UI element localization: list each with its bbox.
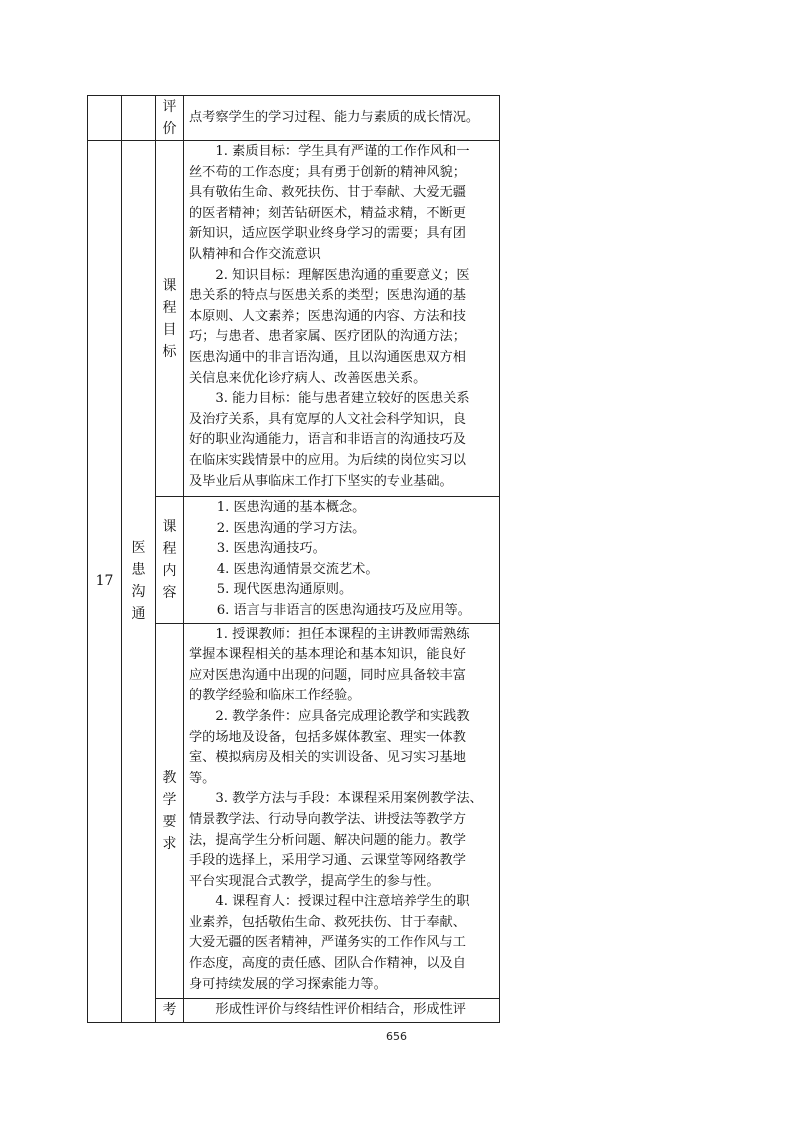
goals-line: 3. 能力目标：能与患者建立较好的医患关系 [215, 391, 470, 407]
requirements-line: 大爱无疆的医者精神，严谨务实的工作作风与工 [189, 935, 466, 951]
course-name-cell [122, 141, 156, 1023]
goals-line: 关信息来优化诊疗病人、改善医患关系。 [189, 370, 427, 386]
prev-course-eval-row [88, 96, 500, 141]
prev-eval-line: 点考察学生的学习过程、能力与素质的成长情况。 [189, 109, 480, 125]
assessment-line: 形成性评价与终结性评价相结合，形成性评 [215, 1001, 466, 1017]
goals-line: 本原则、人文素养；医患沟通的内容、方法和技 [189, 308, 466, 324]
requirements-line: 掌握本课程相关的基本理论和基本知识，能良好 [189, 647, 466, 663]
goals-line: 好的职业沟通能力，语言和非语言的沟通技巧及 [189, 432, 466, 448]
prev-number-cell [88, 96, 122, 141]
content-label: 课程内容 [162, 518, 177, 601]
goals-line: 巧；与患者、患者家属、医疗团队的沟通方法； [189, 329, 466, 345]
goals-line: 具有敬佑生命、救死扶伤、甘于奉献、大爱无疆 [189, 185, 466, 201]
course-name: 医患沟通 [131, 540, 146, 623]
requirements-content [184, 623, 500, 998]
content-label-cell [156, 497, 184, 624]
course-table [87, 95, 500, 1023]
goals-line: 1. 素质目标：学生具有严谨的工作作风和一 [215, 144, 470, 159]
requirements-line: 应对医患沟通中出现的问题，同时应具备较丰富 [189, 667, 466, 683]
goals-line: 新知识，适应医学职业终身学习的需要；具有团 [189, 226, 466, 242]
prev-eval-label: 评价 [162, 99, 177, 137]
goals-line: 及毕业后从事临床工作打下坚实的专业基础。 [189, 473, 453, 489]
requirements-line: 3. 教学方法与手段：本课程采用案例教学法、 [215, 791, 483, 807]
requirements-line: 身可持续发展的学习探索能力等。 [189, 976, 387, 992]
requirements-line: 作态度，高度的责任感、团队合作精神，以及自 [189, 956, 466, 972]
content-item: 1. 医患沟通的基本概念。 [216, 500, 366, 515]
requirements-line: 等。 [189, 770, 216, 786]
content-item: 2. 医患沟通的学习方法。 [216, 520, 366, 536]
goals-line: 患关系的特点与医患关系的类型；医患沟通的基 [189, 288, 466, 304]
goals-content [184, 141, 500, 497]
assessment-content [184, 998, 500, 1022]
requirements-line: 业素养，包括敬佑生命、救死扶伤、甘于奉献、 [189, 914, 466, 930]
course-goals-row [88, 141, 500, 497]
goals-label-cell [156, 141, 184, 497]
requirements-line: 室、模拟病房及相关的实训设备、见习实习基地 [189, 750, 466, 766]
assessment-label: 考 [162, 1001, 177, 1018]
requirements-line: 的教学经验和临床工作经验。 [189, 688, 361, 704]
prev-eval-label-cell [156, 96, 184, 141]
requirements-line: 手段的选择上，采用学习通、云课堂等网络教学 [189, 853, 466, 869]
prev-name-cell [122, 96, 156, 141]
goals-line: 在临床实践情景中的应用。为后续的岗位实习以 [189, 452, 466, 468]
assessment-label-cell [156, 998, 184, 1022]
goals-line: 医患沟通中的非言语沟通，且以沟通医患双方相 [189, 349, 466, 365]
course-number: 17 [95, 573, 114, 590]
requirements-line: 2. 教学条件：应具备完成理论教学和实践教 [215, 708, 470, 724]
requirements-line: 1. 授课教师：担任本课程的主讲教师需熟练 [215, 626, 470, 642]
content-list [184, 497, 500, 624]
requirements-line: 4. 课程育人：授课过程中注意培养学生的职 [215, 894, 470, 910]
requirements-label-cell [156, 623, 184, 998]
requirements-line: 法，提高学生分析问题、解决问题的能力。教学 [189, 832, 466, 848]
goals-line: 2. 知识目标：理解医患沟通的重要意义；医 [215, 267, 470, 283]
prev-eval-content [184, 96, 500, 141]
page-number: 656 [386, 1030, 407, 1043]
content-item: 4. 医患沟通情景交流艺术。 [216, 561, 379, 577]
content-item: 3. 医患沟通技巧。 [216, 541, 326, 557]
requirements-label: 教学要求 [162, 769, 177, 852]
goals-line: 队精神和合作交流意识 [189, 246, 321, 262]
requirements-line: 平台实现混合式教学，提高学生的参与性。 [189, 873, 440, 889]
content-item: 6. 语言与非语言的医患沟通技巧及应用等。 [216, 602, 471, 618]
goals-line: 及治疗关系，具有宽厚的人文社会科学知识，良 [189, 411, 466, 427]
goals-label: 课程目标 [162, 277, 177, 360]
requirements-line: 情景教学法、行动导向教学法、讲授法等教学方 [189, 811, 466, 827]
content-item: 5. 现代医患沟通原则。 [216, 582, 353, 598]
goals-line: 丝不苟的工作态度；具有勇于创新的精神风貌； [189, 164, 466, 180]
goals-line: 的医者精神；刻苦钻研医术，精益求精，不断更 [189, 205, 466, 221]
course-number-cell [88, 141, 122, 1023]
requirements-line: 学的场地及设备，包括多媒体教室、理实一体教 [189, 729, 466, 745]
